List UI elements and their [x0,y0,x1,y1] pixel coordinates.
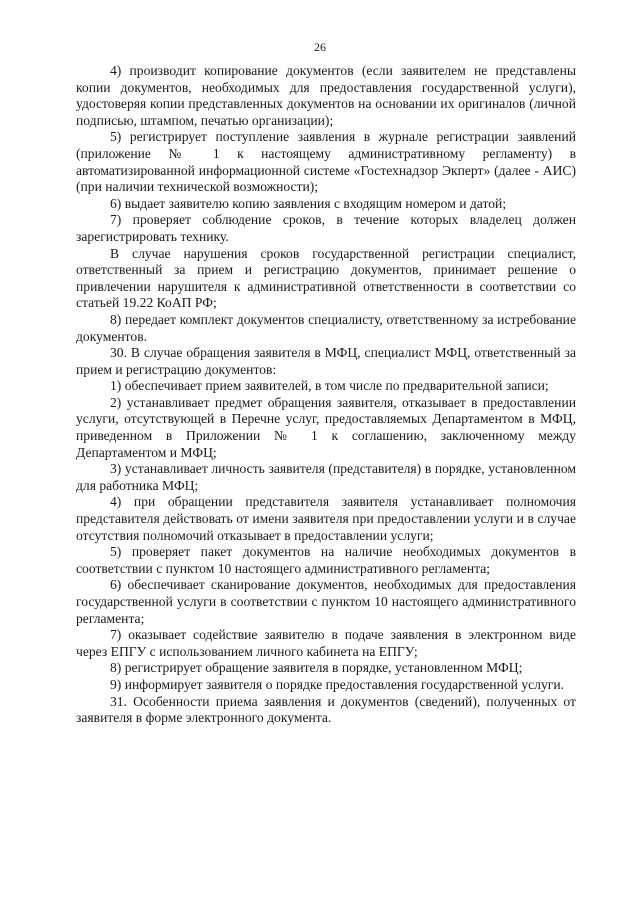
paragraph: 2) устанавливает предмет обращения заявителя, отказывает в предоставлении услуги, отсутствующей в Перечне услуг, предоставляемых Департаментом в МФЦ, приведенном в Приложении № 1 к соглашению, заключенному между Департаментом и МФЦ; [76,394,576,460]
paragraph: 7) оказывает содействие заявителю в подаче заявления в электронном виде через ЕПГУ с использованием личного кабинета на ЕПГУ; [76,627,576,659]
paragraph: 5) проверяет пакет документов на наличие необходимых документов в соответствии с пунктом 10 настоящего административного регламента; [76,544,576,576]
paragraph: 9) информирует заявителя о порядке предоставления государственной услуги. [110,676,564,692]
paragraph: 5) регистрирует поступление заявления в журнале регистрации заявлений (приложение № 1 к настоящему административному регламенту) в автоматизированной информационной системе «Гостехнадзор Экперт» (далее - АИС) (при наличии технической возможности); [76,129,576,195]
paragraph: 1) обеспечивает прием заявителей, в том числе по предварительной записи; [110,378,549,394]
paragraph: 4) при обращении представителя заявителя устанавливает полномочия представителя действовать от имени заявителя при предоставлении услуги и в случае отсутствия полномочий отказывает в предоставлении услуги; [76,494,576,543]
paragraph: 30. В случае обращения заявителя в МФЦ, специалист МФЦ, ответственный за прием и регистрацию документов: [76,345,576,377]
paragraph: 31. Особенности приема заявления и документов (сведений), полученных от заявителя в форме электронного документа. [76,693,576,726]
document-body [76,63,576,727]
paragraph: 7) проверяет соблюдение сроков, в течение которых владелец должен зарегистрировать технику. [76,212,576,244]
paragraph: 6) выдает заявителю копию заявления с входящим номером и датой; [110,195,507,211]
paragraph: 4) производит копирование документов (если заявителем не представлены копии документов, необходимых для предоставления государственной услуги), удостоверяя копии представленных документов на основании их оригиналов (личной подписью, штампом, печатью организации); [76,63,576,128]
paragraph: В случае нарушения сроков государственной регистрации специалист, ответственный за прием и регистрацию документов, принимает решение о привлечении нарушителя к административной ответственности в соответствии со статьей 19.22 КоАП РФ; [76,245,576,311]
paragraph: 8) передает комплект документов специалисту, ответственному за истребование документов. [76,311,576,344]
paragraph: 3) устанавливает личность заявителя (представителя) в порядке, установленном для работника МФЦ; [76,461,576,493]
paragraph: 8) регистрирует обращение заявителя в порядке, установленном МФЦ; [110,660,523,676]
paragraph: 6) обеспечивает сканирование документов, необходимых для предоставления государственной услуги в соответствии с пунктом 10 настоящего административного регламента; [76,577,576,626]
page-number: 26 [314,40,326,54]
